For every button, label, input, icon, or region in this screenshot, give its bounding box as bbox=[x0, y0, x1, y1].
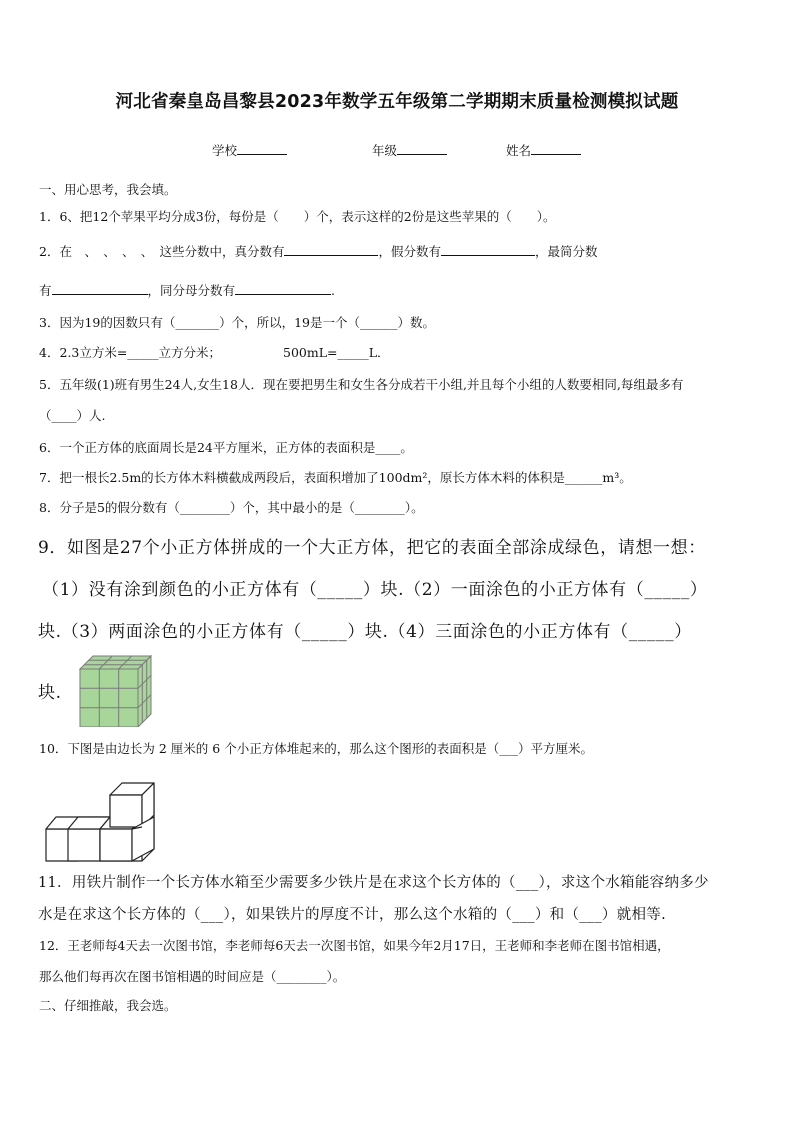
name-label: 姓名 bbox=[506, 143, 532, 158]
question-5-line-1: 5．五年级(1)班有男生24人,女生18人．现在要把男生和女生各分成若干小组,并且每个小组的人数要相同,每组最多有 bbox=[39, 377, 684, 392]
question-7: 7．把一根长2.5m的长方体木料横截成两段后，表面积增加了100dm²，原长方体木料的体积是______m³。 bbox=[39, 470, 632, 485]
question-1: 1．6、把12个苹果平均分成3份，每份是（ ）个，表示这样的2份是这些苹果的（ ）。 bbox=[39, 209, 556, 224]
question-4-part-b: 500mL=_____L． bbox=[283, 345, 390, 360]
q2-blank-same-denominator[interactable] bbox=[235, 281, 331, 295]
cube-right-face bbox=[138, 656, 151, 727]
q2-blank-improper[interactable] bbox=[441, 242, 535, 256]
name-blank[interactable] bbox=[531, 141, 581, 155]
question-12-line-2: 那么他们每再次在图书馆相遇的时间应是（________）。 bbox=[39, 969, 346, 984]
green-cube-figure bbox=[76, 655, 156, 727]
question-10: 10．下图是由边长为 2 厘米的 6 个小正方体堆起来的，那么这个图形的表面积是（___）平方厘米。 bbox=[39, 741, 593, 756]
grade-field bbox=[372, 141, 447, 159]
question-9-line-3: 块.（3）两面涂色的小正方体有（_____）块.（4）三面涂色的小正方体有（_____） bbox=[38, 622, 692, 642]
exam-title: 河北省秦皇岛昌黎县2023年数学五年级第二学期期末质量检测模拟试题 bbox=[115, 92, 679, 112]
question-2-line-1: 2．在 、 、 、 、 这些分数中，真分数有 ，假分数有 ，最简分数 bbox=[39, 244, 598, 259]
question-6: 6．一个正方体的底面周长是24平方厘米，正方体的表面积是____。 bbox=[39, 440, 413, 455]
q2-blank-proper[interactable] bbox=[284, 242, 378, 256]
q2-blank-simplest[interactable] bbox=[52, 281, 148, 295]
cube-front-1 bbox=[68, 829, 100, 861]
question-9-line-2: （1）没有涂到颜色的小正方体有（_____）块.（2）一面涂色的小正方体有（_____） bbox=[42, 580, 708, 600]
cube-front-face bbox=[80, 669, 138, 727]
section-2-heading: 二、仔细推敲，我会选。 bbox=[39, 998, 177, 1013]
question-2-line-2: 有 ，同分母分数有 . bbox=[39, 283, 336, 298]
question-3: 3．因为19的因数只有（_______）个，所以，19是一个（______）数。 bbox=[39, 315, 436, 330]
question-11-line-1: 11．用铁片制作一个长方体水箱至少需要多少铁片是在求这个长方体的（___），求这个水箱能容纳多少 bbox=[38, 875, 709, 891]
grade-blank[interactable] bbox=[397, 141, 447, 155]
question-12-line-1: 12．王老师每4天去一次图书馆，李老师每6天去一次图书馆，如果今年2月17日，王老师和李老师在图书馆相遇， bbox=[39, 938, 670, 953]
section-1-heading: 一、用心思考，我会填。 bbox=[39, 182, 177, 197]
school-field bbox=[212, 141, 287, 159]
question-11-line-2: 水是在求这个长方体的（___），如果铁片的厚度不计，那么这个水箱的（___）和（___）就相等. bbox=[38, 907, 667, 923]
question-8: 8．分子是5的假分数有（________）个，其中最小的是（________）。 bbox=[39, 500, 424, 515]
question-9-line-1: 9．如图是27个小正方体拼成的一个大正方体，把它的表面全部涂成绿色，请想一想： bbox=[38, 538, 706, 558]
grade-label: 年级 bbox=[372, 143, 398, 158]
stacked-cubes-figure bbox=[42, 771, 158, 863]
question-5-line-2: （____）人. bbox=[39, 408, 106, 423]
school-label: 学校 bbox=[212, 143, 238, 158]
question-9-line-4: 块. bbox=[38, 683, 62, 703]
school-blank[interactable] bbox=[237, 141, 287, 155]
name-field bbox=[506, 141, 581, 159]
question-4-part-a: 4．2.3立方米=_____立方分米； bbox=[39, 345, 222, 360]
